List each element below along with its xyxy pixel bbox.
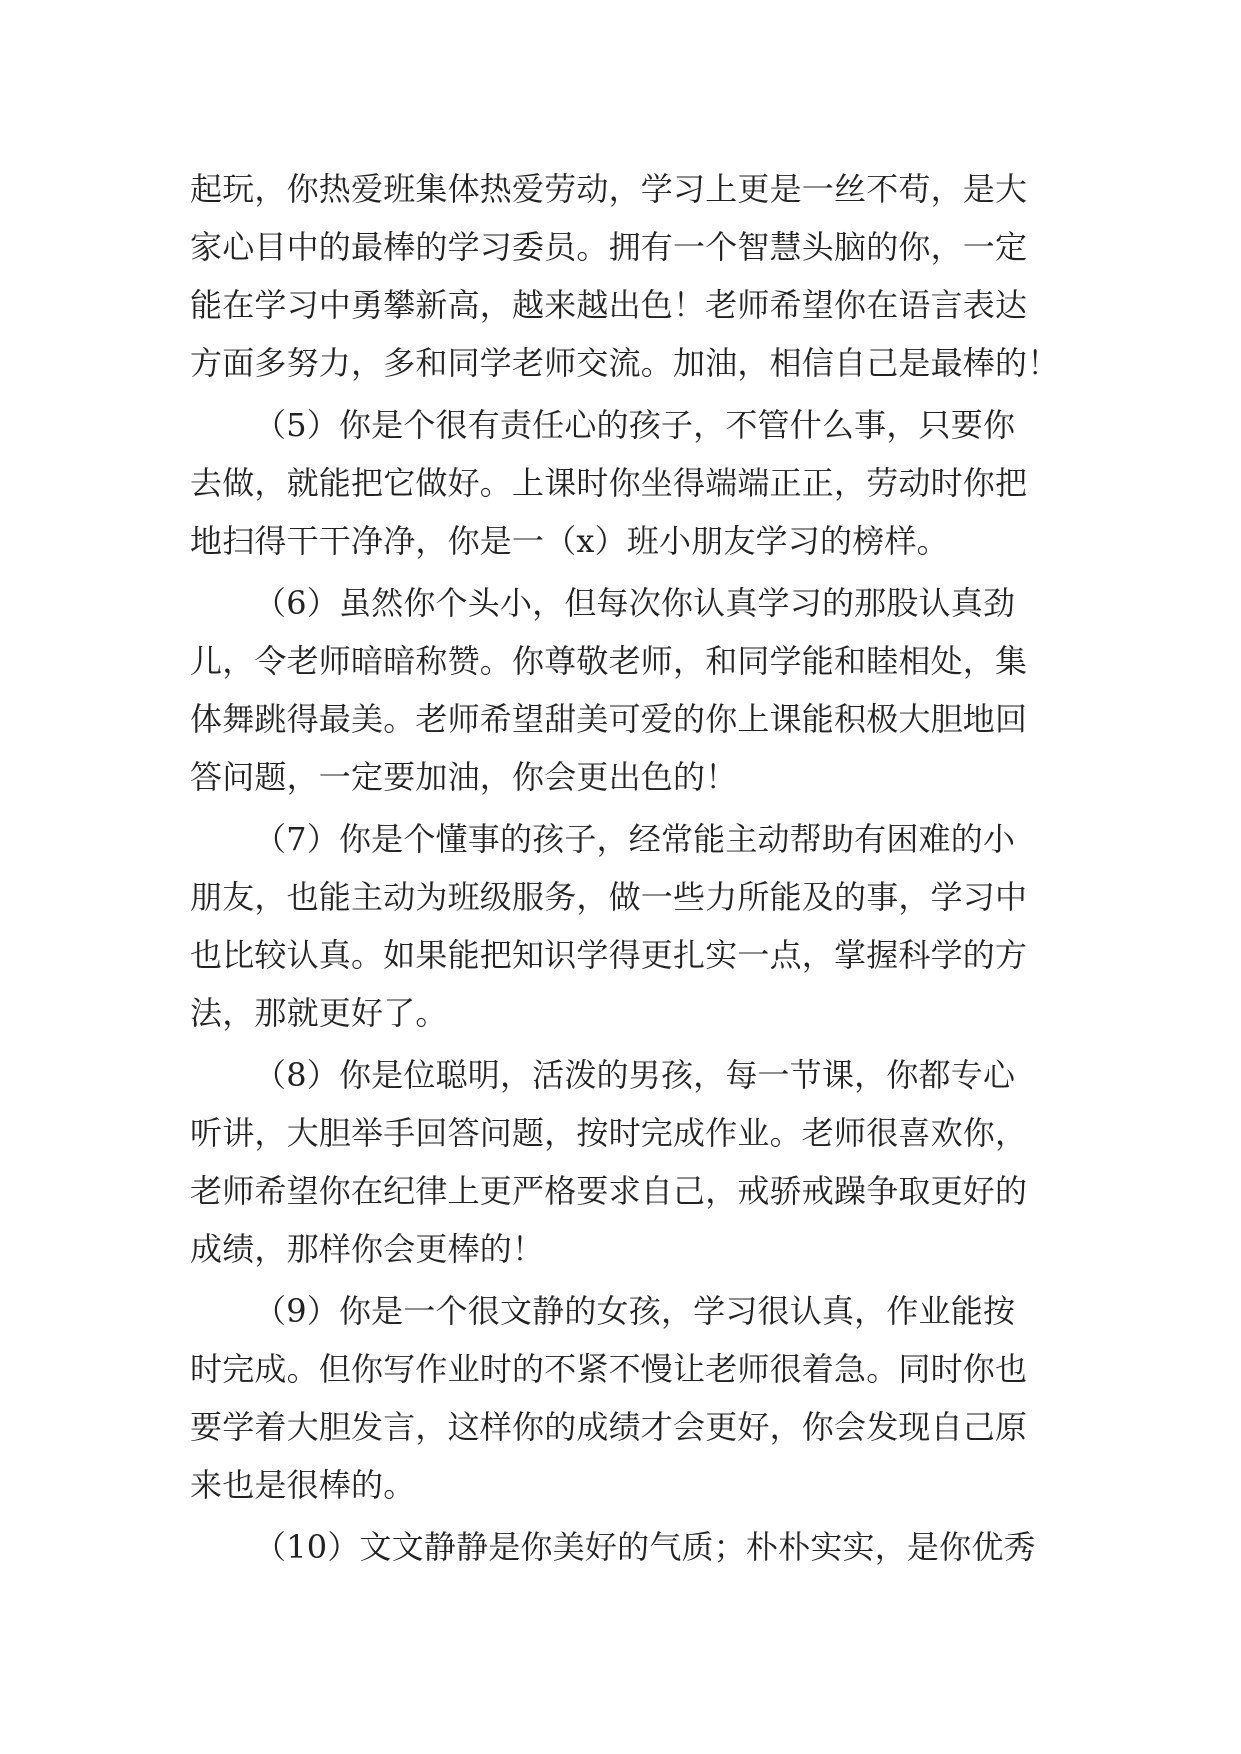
text-line: 答问题，一定要加油，你会更出色的！ <box>190 758 738 796</box>
paragraph-10 <box>190 1518 1060 1576</box>
text-line: 去做，就能把它做好。上课时你坐得端端正正，劳动时你把 <box>190 464 1028 502</box>
text-line: 时完成。但你写作业时的不紧不慢让老师很着急。同时你也 <box>190 1350 1028 1388</box>
paragraph-8 <box>190 1046 1060 1278</box>
text-line: 家心目中的最棒的学习委员。拥有一个智慧头脑的你，一定 <box>190 228 1028 266</box>
paragraph-6 <box>190 574 1060 806</box>
text-line: 法，那就更好了。 <box>190 994 448 1032</box>
text-line: 地扫得干干净净，你是一（x）班小朋友学习的榜样。 <box>190 522 949 560</box>
text-line: 也比较认真。如果能把知识学得更扎实一点，掌握科学的方 <box>190 936 1028 974</box>
text-line: 起玩，你热爱班集体热爱劳动，学习上更是一丝不苟，是大 <box>190 170 1028 208</box>
text-line: （9）你是一个很文静的女孩，学习很认真，作业能按 <box>254 1292 1016 1330</box>
document-body <box>190 160 1060 1576</box>
text-line: 要学着大胆发言，这样你的成绩才会更好，你会发现自己原 <box>190 1408 1028 1446</box>
text-line: 体舞跳得最美。老师希望甜美可爱的你上课能积极大胆地回 <box>190 700 1028 738</box>
paragraph-9 <box>190 1282 1060 1514</box>
text-line: 朋友，也能主动为班级服务，做一些力所能及的事，学习中 <box>190 878 1028 916</box>
text-line: （8）你是位聪明，活泼的男孩，每一节课，你都专心 <box>254 1056 1016 1094</box>
text-line: 能在学习中勇攀新高，越来越出色！老师希望你在语言表达 <box>190 286 1028 324</box>
text-line: 老师希望你在纪律上更严格要求自己，戒骄戒躁争取更好的 <box>190 1172 1028 1210</box>
text-line: 儿，令老师暗暗称赞。你尊敬老师，和同学能和睦相处，集 <box>190 642 1028 680</box>
text-line: 听讲，大胆举手回答问题，按时完成作业。老师很喜欢你， <box>190 1114 1028 1152</box>
paragraph-5 <box>190 396 1060 570</box>
text-line: （6）虽然你个头小，但每次你认真学习的那股认真劲 <box>254 584 1016 622</box>
text-line: （7）你是个懂事的孩子，经常能主动帮助有困难的小 <box>254 820 1016 858</box>
paragraph-7 <box>190 810 1060 1042</box>
text-line: （10）文文静静是你美好的气质；朴朴实实，是你优秀 <box>254 1528 1036 1566</box>
text-line: 成绩，那样你会更棒的！ <box>190 1230 545 1268</box>
text-line: （5）你是个很有责任心的孩子，不管什么事，只要你 <box>254 406 1016 444</box>
text-line: 来也是很棒的。 <box>190 1466 416 1504</box>
text-line: 方面多努力，多和同学老师交流。加油，相信自己是最棒的！ <box>190 344 1060 382</box>
paragraph-continuation <box>190 160 1060 392</box>
